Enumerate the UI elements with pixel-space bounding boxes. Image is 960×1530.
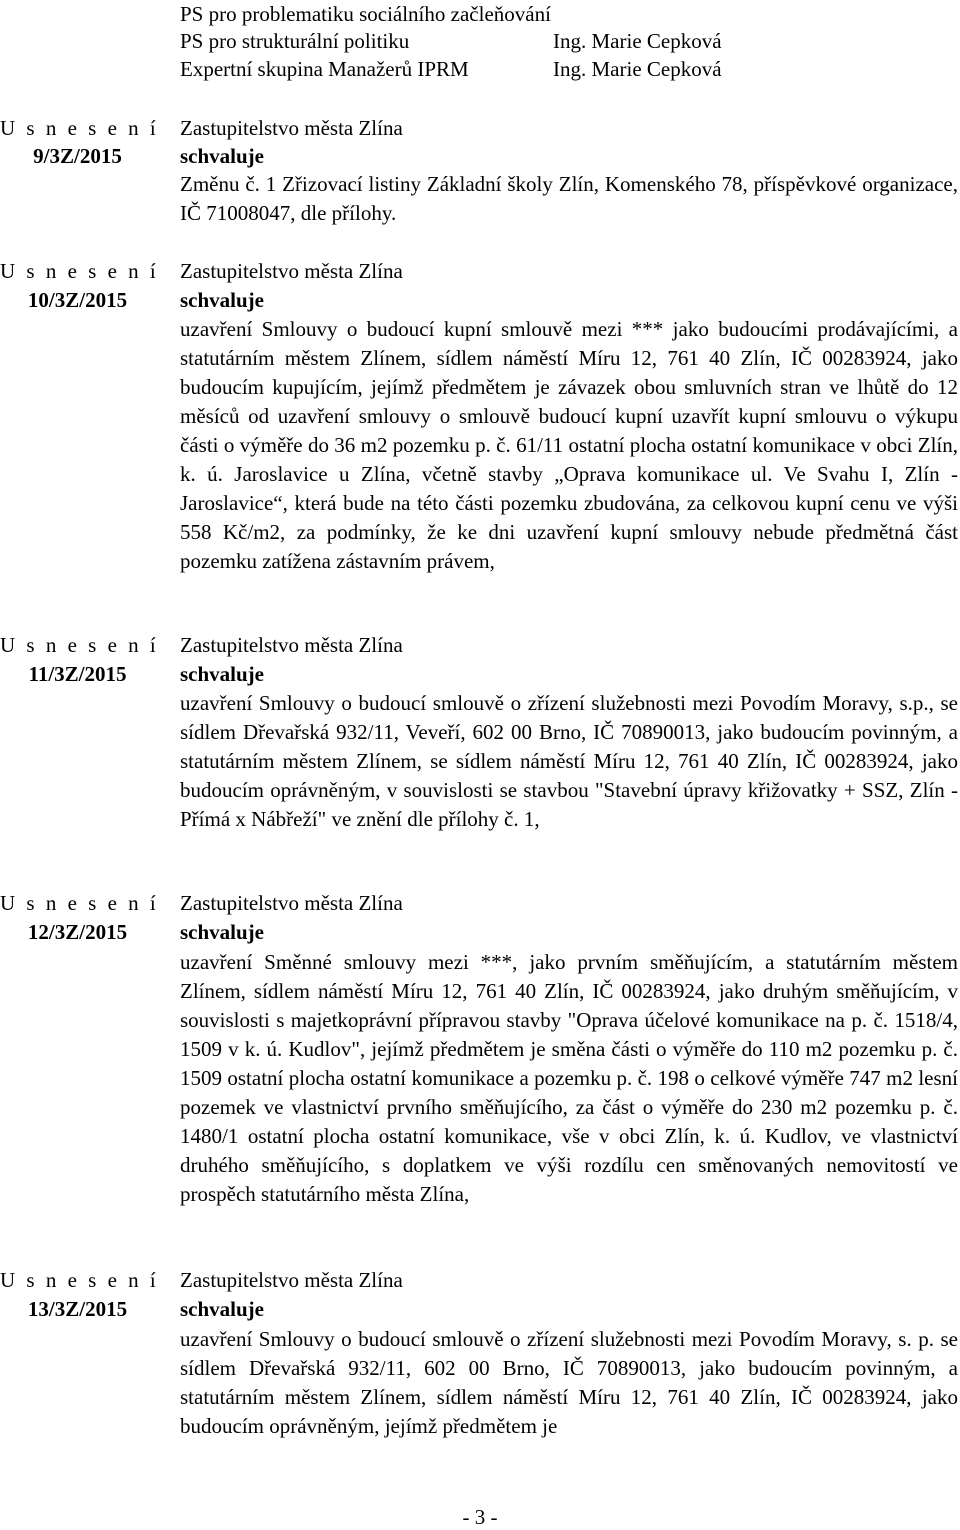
- resolution-11-verb: schvaluje: [180, 662, 264, 686]
- header-line-1: [180, 0, 551, 28]
- resolution-11-label: U s n e s e n í: [0, 633, 159, 657]
- resolution-10-body: Zastupitelstvo města Zlína: [180, 259, 403, 283]
- resolution-10-label: U s n e s e n í: [0, 259, 159, 283]
- resolution-12-label: U s n e s e n í: [0, 891, 159, 915]
- resolution-13-label: U s n e s e n í: [0, 1268, 159, 1292]
- header-line-2-person: Ing. Marie Cepková: [553, 29, 722, 53]
- resolution-12-number: 12/3Z/2015: [27, 920, 128, 944]
- header-line-3-person: Ing. Marie Cepková: [553, 57, 722, 81]
- resolution-9-body: Zastupitelstvo města Zlína: [180, 116, 403, 140]
- resolution-13-verb: schvaluje: [180, 1297, 264, 1321]
- resolution-13-number: 13/3Z/2015: [27, 1297, 128, 1321]
- page-number: - 3 -: [462, 1505, 498, 1529]
- resolution-12-body: Zastupitelstvo města Zlína: [180, 891, 403, 915]
- resolution-11-text: uzavření Smlouvy o budoucí smlouvě o zřízení služebnosti mezi Povodím Moravy, s.p., se sídlem Dřevařská 932/11, Veveří, 602 00 Brno, IČ 70890013, jako budoucím povinným, a statutárním městem Zlínem, se sídlem náměstí Míru 12, 761 40 Zlín, IČ 00283924, jako budoucím oprávněným, v souvislosti se stavbou "Stavební úpravy křižovatky + SSZ, Zlín - Přímá x Nábřeží" ve znění dle přílohy č. 1,: [180, 691, 958, 831]
- resolution-11-body: Zastupitelstvo města Zlína: [180, 633, 403, 657]
- header-line-2-text: PS pro strukturální politiku: [180, 29, 410, 53]
- resolution-9-text: Změnu č. 1 Zřizovací listiny Základní školy Zlín, Komenského 78, příspěvkové organizace, IČ 71008047, dle přílohy.: [180, 172, 958, 225]
- resolution-13-body: Zastupitelstvo města Zlína: [180, 1268, 403, 1292]
- resolution-10-text: uzavření Smlouvy o budoucí kupní smlouvě mezi *** jako budoucími prodávajícími, a statutárním městem Zlínem, sídlem náměstí Míru 12, 761 40 Zlín, IČ 00283924, jako budoucím kupujícím, jejímž předmětem je závazek obou smluvních stran ve lhůtě do 12 měsíců od uzavření smlouvy o smlouvě budoucí kupní uzavřít kupní smlouvu o výkupu části o výměře do 36 m2 pozemku p. č. 61/11 ostatní plocha ostatní komunikace v obci Zlín, k. ú. Jaroslavice u Zlína, včetně stavby „Oprava komunikace ul. Ve Svahu I, Zlín - Jaroslavice“, která bude na této části pozemku zbudována, za celkovou kupní cenu ve výši 558 Kč/m2, za podmínky, že ke dni uzavření kupní smlouvy nebude předmětná část pozemku zatížena zástavním právem,: [180, 317, 958, 573]
- header-line-3-text: Expertní skupina Manažerů IPRM: [180, 57, 469, 81]
- resolution-12-text: uzavření Směnné smlouvy mezi ***, jako prvním směňujícím, a statutárním městem Zlínem, sídlem náměstí Míru 12, 761 40 Zlín, IČ 00283924, jako druhým směňujícím, v souvislosti s majetkoprávní přípravou stavby "Oprava účelové komunikace na p. č. 1518/4, 1509 v k. ú. Kudlov", jejímž předmětem je směna části o výměře do 110 m2 pozemku p. č. 1509 ostatní plocha ostatní komunikace a pozemku p. č. 198 o celkové výměře 747 m2 lesní pozemek ve vlastnictví prvního směňujícího, za část o výměře do 230 m2 pozemku p. č. 1480/1 ostatní plocha ostatní komunikace, vše v obci Zlín, k. ú. Kudlov, ve vlastnictví druhého směňujícího, s doplatkem ve výši rozdílu cen směnovaných nemovitostí ve prospěch statutárního města Zlína,: [180, 950, 958, 1206]
- header-line-2: [180, 27, 722, 55]
- resolution-12-verb: schvaluje: [180, 920, 264, 944]
- resolution-13-text: uzavření Smlouvy o budoucí smlouvě o zřízení služebnosti mezi Povodím Moravy, s. p. se sídlem Dřevařská 932/11, 602 00 Brno, IČ 70890013, jako budoucím povinným, a statutárním městem Zlínem, sídlem náměstí Míru 12, 761 40 Zlín, IČ 00283924, jako budoucím oprávněným, jejímž předmětem je: [180, 1327, 958, 1438]
- resolution-9-number: 9/3Z/2015: [33, 144, 122, 168]
- header-line-3: [180, 55, 722, 83]
- resolution-10-verb: schvaluje: [180, 288, 264, 312]
- header-line-1-text: PS pro problematiku sociálního začleňování: [180, 2, 551, 26]
- resolution-10-number: 10/3Z/2015: [27, 288, 128, 312]
- resolution-9-verb: schvaluje: [180, 144, 264, 168]
- resolution-9-label: U s n e s e n í: [0, 116, 159, 140]
- resolution-11-number: 11/3Z/2015: [28, 662, 127, 686]
